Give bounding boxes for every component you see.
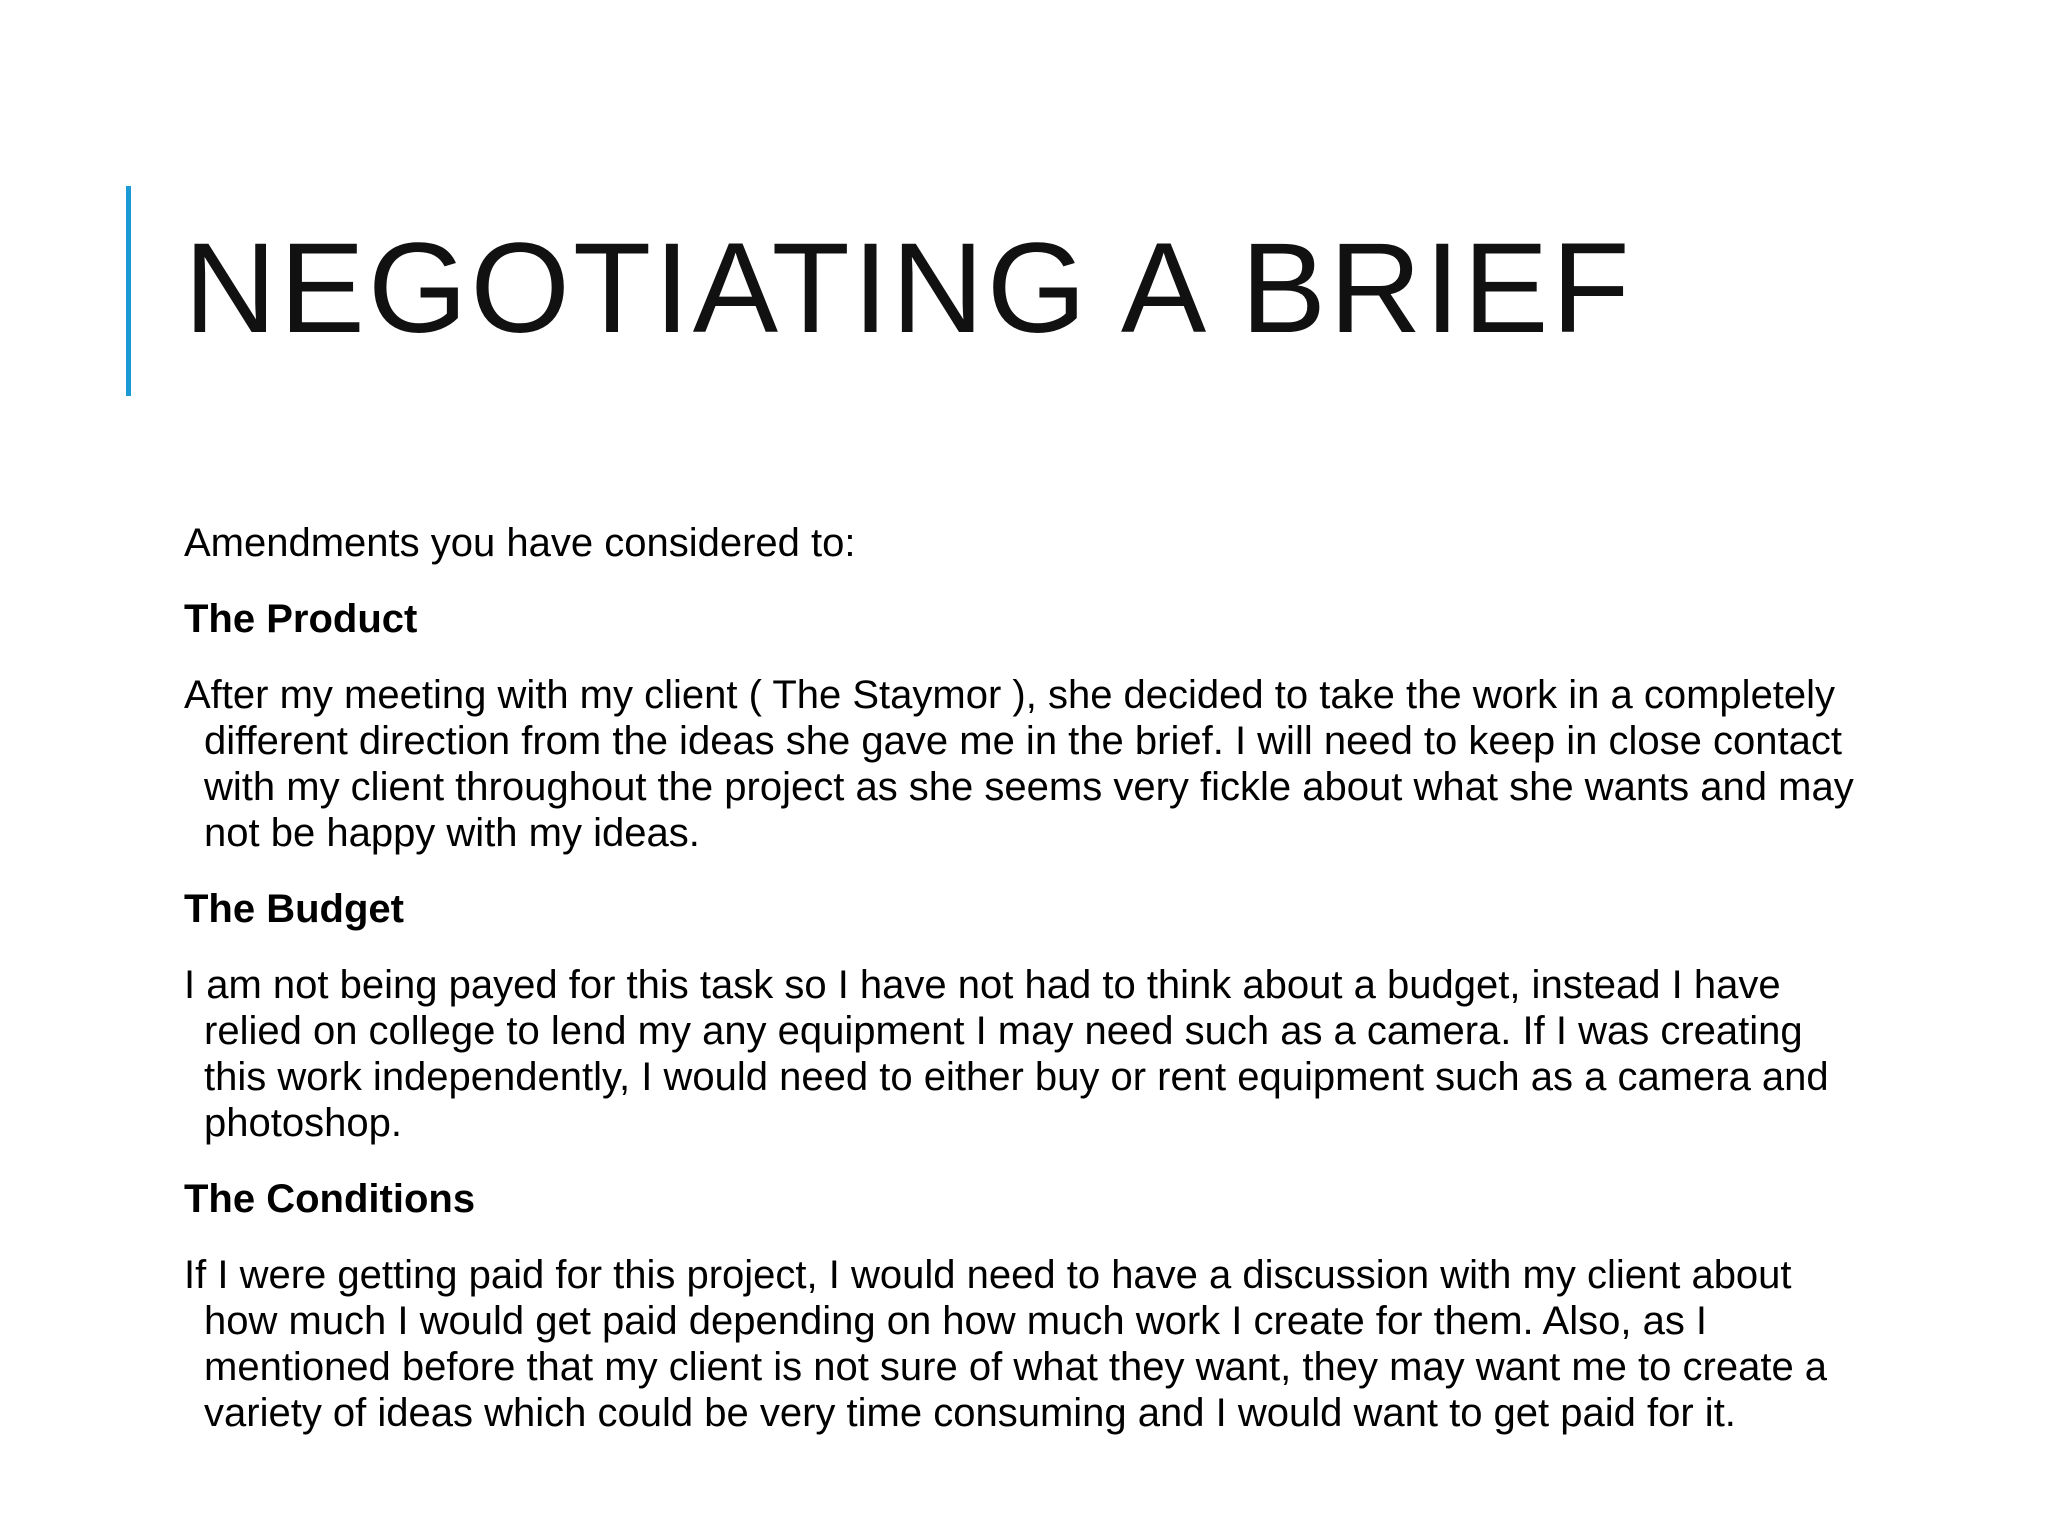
section-heading-product: The Product: [184, 597, 418, 641]
section-body-conditions: If I were getting paid for this project, I would need to have a discussion with my client about how much I would get paid depending on how much work I create for them. Also, as I mentioned before that my client is not sure of what they want, they may want me to create a variety of ideas which could be very time consuming and I would want to get paid for it.: [184, 1253, 1828, 1435]
slide-title: NEGOTIATING A BRIEF: [184, 217, 1633, 360]
section-body-budget: I am not being payed for this task so I have not had to think about a budget, instead I have relied on college to lend my any equipment I may need such as a camera. If I was creating this work independently, I would need to either buy or rent equipment such as a camera and photoshop.: [184, 963, 1829, 1145]
title-accent-bar: [126, 186, 131, 396]
section-heading-conditions: The Conditions: [184, 1177, 476, 1221]
section-heading-budget: The Budget: [184, 887, 404, 931]
section-body-product: After my meeting with my client ( The Staymor ), she decided to take the work in a completely different direction from the ideas she gave me in the brief. I will need to keep in close contact with my client throughout the project as she seems very fickle about what she wants and may not be happy with my ideas.: [184, 673, 1854, 855]
slide-content: [184, 520, 1864, 1466]
intro-text: Amendments you have considered to:: [184, 521, 856, 565]
